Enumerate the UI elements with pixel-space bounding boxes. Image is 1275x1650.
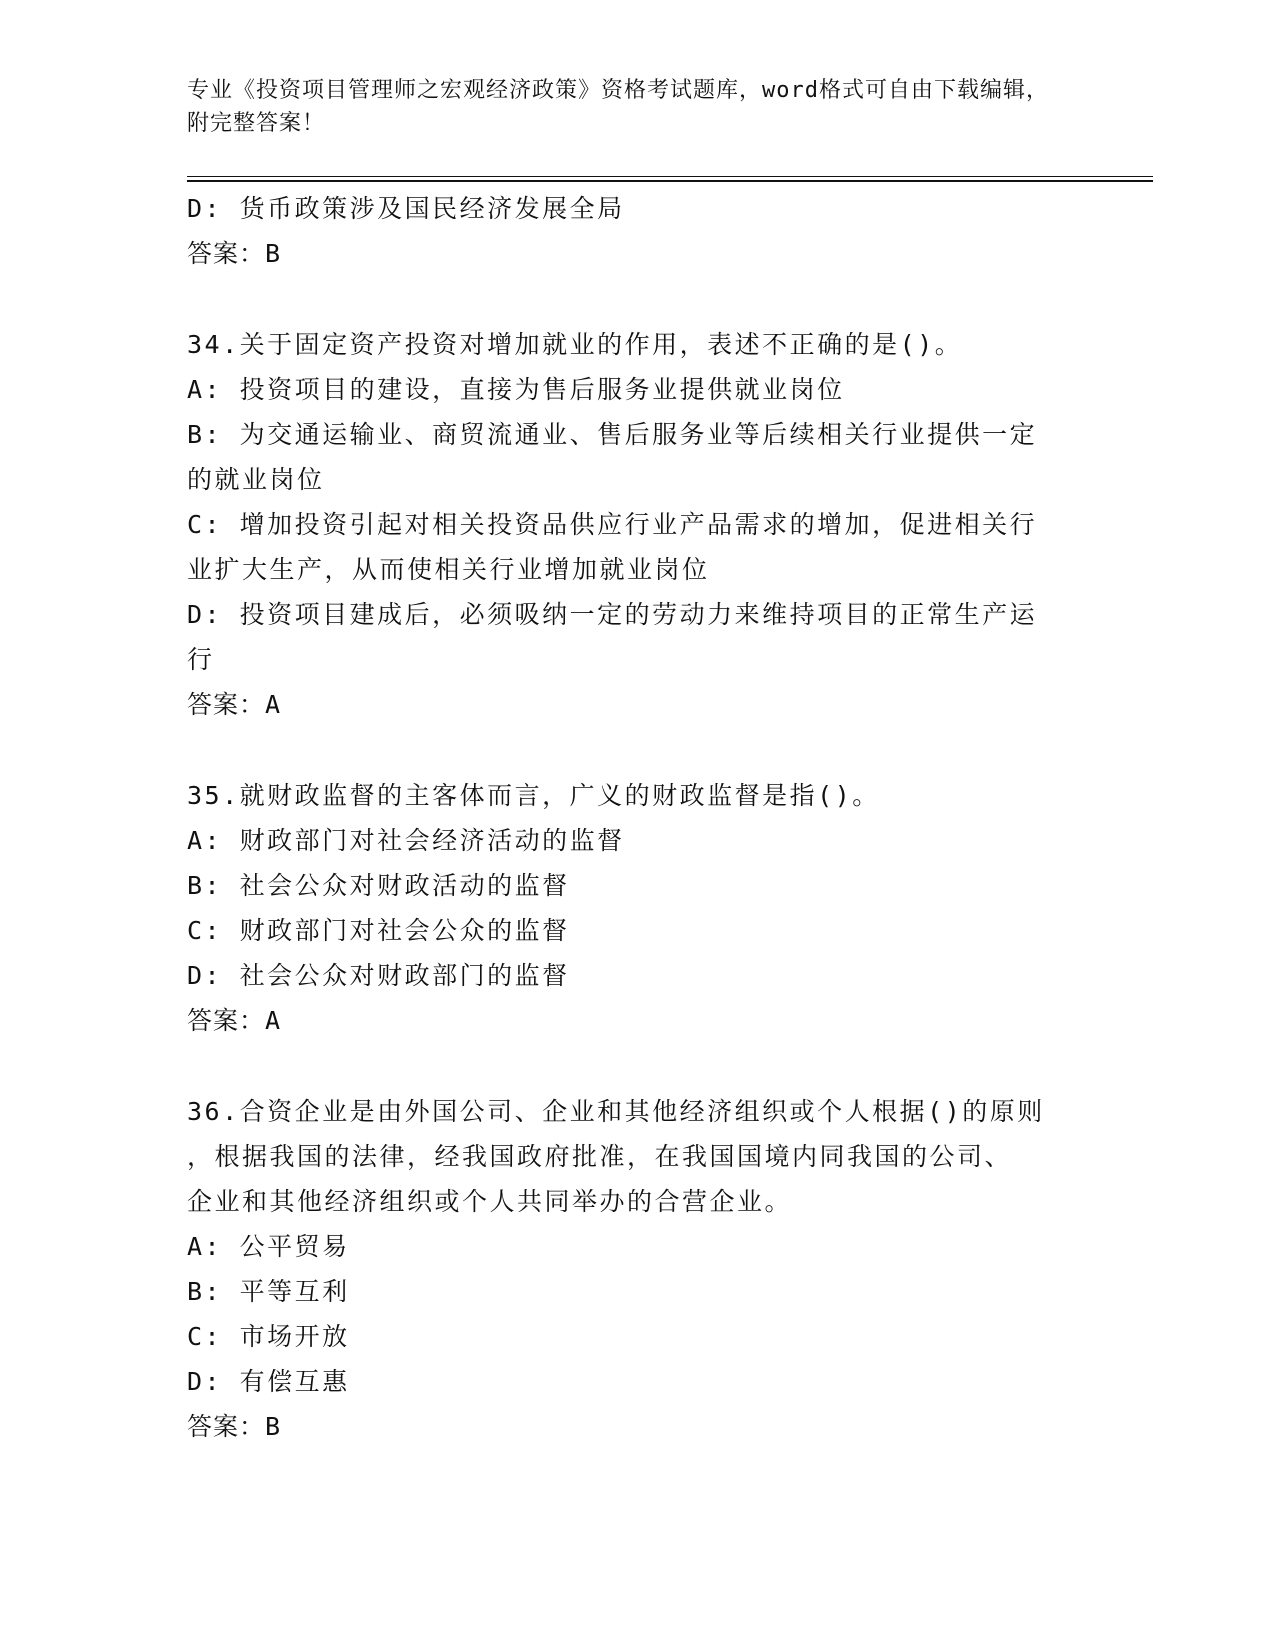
- question-stem: 36.合资企业是由外国公司、企业和其他经济组织或个人根据()的原则: [187, 1097, 1045, 1126]
- option-b: B: 社会公众对财政活动的监督: [187, 871, 570, 900]
- option-d: D: 社会公众对财政部门的监督: [187, 961, 570, 990]
- option-c: C: 市场开放: [187, 1322, 350, 1351]
- header-divider-thin: [187, 176, 1153, 177]
- option-b: B: 为交通运输业、商贸流通业、售后服务业等后续相关行业提供一定: [187, 420, 1038, 449]
- option-b-continued: 的就业岗位: [187, 465, 325, 494]
- spacer: [187, 276, 1087, 322]
- question-stem: 34.关于固定资产投资对增加就业的作用，表述不正确的是()。: [187, 330, 963, 359]
- spacer: [187, 727, 1087, 773]
- header-text: 专业《投资项目管理师之宏观经济政策》资格考试题库，word格式可自由下载编辑，附完整答案！: [187, 78, 1049, 136]
- option-d-continued: 行: [187, 645, 215, 674]
- header-divider-thick: [187, 180, 1153, 182]
- option-c: C: 增加投资引起对相关投资品供应行业产品需求的增加，促进相关行: [187, 510, 1038, 539]
- answer: 答案：B: [187, 1412, 282, 1441]
- answer: 答案：B: [187, 239, 282, 268]
- option-a: A: 财政部门对社会经济活动的监督: [187, 826, 625, 855]
- option-d: D: 货币政策涉及国民经济发展全局: [187, 194, 625, 223]
- question-stem-continued: 企业和其他经济组织或个人共同举办的合营企业。: [187, 1187, 793, 1216]
- answer: 答案：A: [187, 1006, 282, 1035]
- option-c-continued: 业扩大生产，从而使相关行业增加就业岗位: [187, 555, 710, 584]
- option-b: B: 平等互利: [187, 1277, 350, 1306]
- question-list: [187, 186, 1087, 1449]
- continued-question: [187, 186, 1087, 276]
- spacer: [187, 1043, 1087, 1089]
- option-d: D: 投资项目建成后，必须吸纳一定的劳动力来维持项目的正常生产运: [187, 600, 1038, 629]
- question-34: [187, 322, 1087, 727]
- option-c: C: 财政部门对社会公众的监督: [187, 916, 570, 945]
- document-header: [187, 74, 1067, 140]
- answer: 答案：A: [187, 690, 282, 719]
- question-stem-continued: ，根据我国的法律，经我国政府批准，在我国国境内同我国的公司、: [187, 1142, 1013, 1171]
- option-a: A: 投资项目的建设，直接为售后服务业提供就业岗位: [187, 375, 845, 404]
- question-36: [187, 1089, 1087, 1449]
- option-d: D: 有偿互惠: [187, 1367, 350, 1396]
- question-stem: 35.就财政监督的主客体而言，广义的财政监督是指()。: [187, 781, 880, 810]
- option-a: A: 公平贸易: [187, 1232, 350, 1261]
- question-35: [187, 773, 1087, 1043]
